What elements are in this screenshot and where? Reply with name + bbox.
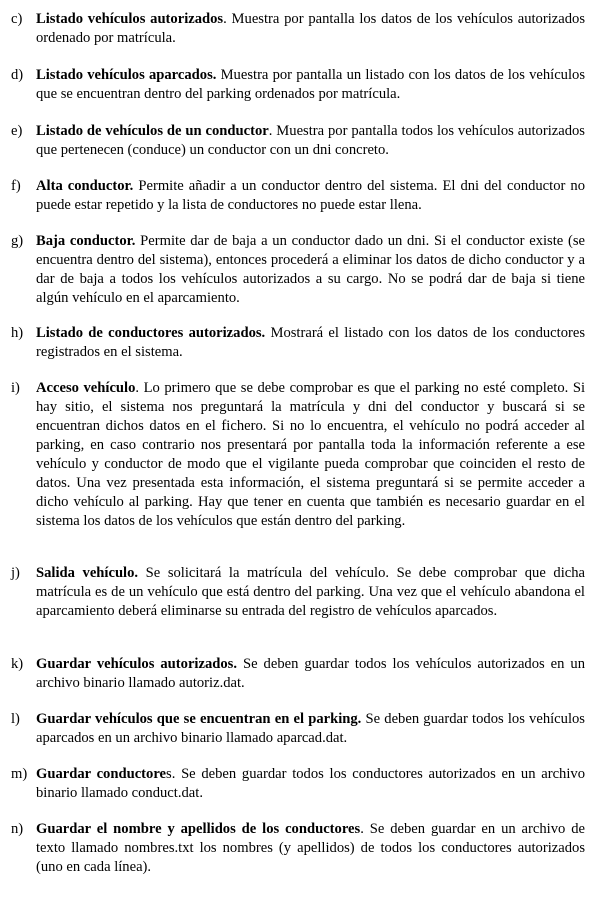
item-text: Mostrará el listado con los datos de los conductores registrados en el sistema. bbox=[36, 325, 586, 360]
item-term: Alta conductor. bbox=[36, 178, 134, 194]
item-text: Permite añadir a un conductor dentro del sistema. El dni del conductor no puede estar repetido y la lista de conductores no puede estar llena. bbox=[36, 178, 585, 213]
item-text: Se deben guardar todos los vehículos aparcados en un archivo binario llamado aparcad.dat. bbox=[36, 711, 585, 746]
item-text: . Muestra por pantalla los datos de los vehículos autorizados ordenado por matrícula. bbox=[36, 11, 586, 46]
item-term: Listado vehículos aparcados. bbox=[36, 67, 217, 83]
list-item bbox=[11, 232, 585, 308]
item-text: . Se deben guardar en un archivo de texto llamado nombres.txt los nombres (y apellidos) de todos los conductores autorizados (uno en cada línea). bbox=[36, 821, 585, 875]
list-item bbox=[11, 655, 585, 693]
item-body bbox=[36, 655, 585, 693]
item-term: Guardar conductore bbox=[36, 766, 167, 782]
list-item bbox=[11, 122, 585, 160]
item-text: Permite dar de baja a un conductor dado un dni. Si el conductor existe (se encuentra dentro del sistema), entonces procederá a eliminar los datos de dicho conductor y a dar de baja a todos los vehículos autorizados a su cargo. No se podrá dar de baja si tiene algún vehículo en el aparcamiento. bbox=[36, 233, 585, 306]
item-body bbox=[36, 710, 585, 748]
item-term: Salida vehículo. bbox=[36, 565, 139, 581]
item-body bbox=[36, 564, 585, 621]
item-marker: c) bbox=[11, 11, 23, 27]
item-marker: l) bbox=[11, 711, 20, 727]
item-term: Baja conductor. bbox=[36, 233, 136, 249]
item-body bbox=[36, 820, 585, 877]
item-body bbox=[36, 324, 585, 362]
item-marker: i) bbox=[11, 380, 20, 396]
list-item bbox=[11, 765, 585, 803]
item-term: Guardar vehículos que se encuentran en el parking. bbox=[36, 711, 362, 727]
list-item bbox=[11, 177, 585, 215]
item-term: Acceso vehículo bbox=[36, 380, 136, 396]
list-item bbox=[11, 710, 585, 748]
item-text: s. Se deben guardar todos los conductores autorizados en un archivo binario llamado conduct.dat. bbox=[36, 766, 585, 801]
item-marker: d) bbox=[11, 67, 24, 83]
item-term: Listado vehículos autorizados bbox=[36, 11, 224, 27]
item-body bbox=[36, 66, 585, 104]
item-text: Se deben guardar todos los vehículos autorizados en un archivo binario llamado autoriz.dat. bbox=[36, 656, 586, 691]
list-item bbox=[11, 820, 585, 877]
item-body bbox=[36, 232, 585, 308]
item-body bbox=[36, 379, 585, 531]
list-item bbox=[11, 324, 585, 362]
item-body bbox=[36, 177, 585, 215]
list-item bbox=[11, 66, 585, 104]
list-item bbox=[11, 379, 585, 531]
item-body bbox=[36, 122, 585, 160]
item-marker: h) bbox=[11, 325, 24, 341]
item-marker: f) bbox=[11, 178, 21, 194]
item-text: Muestra por pantalla un listado con los datos de los vehículos que se encuentran dentro del parking ordenados por matrícula. bbox=[36, 67, 585, 102]
item-term: Guardar vehículos autorizados. bbox=[36, 656, 238, 672]
list-item bbox=[11, 10, 585, 48]
item-term: Listado de conductores autorizados. bbox=[36, 325, 266, 341]
item-marker: m) bbox=[11, 766, 28, 782]
item-marker: g) bbox=[11, 233, 24, 249]
item-marker: j) bbox=[11, 565, 20, 581]
item-text: . Lo primero que se debe comprobar es que el parking no esté completo. Si hay sitio, el sistema nos preguntará la matrícula y dni del conductor y buscará si se encuentran dichos datos en el fichero. Si no lo encuentra, el vehículo no podrá acceder al parking, en caso contrario nos presentará por pantalla toda la información referente a ese vehículo y conductor de modo que el vigilante pueda comprobar que coinciden el resto de datos. Una vez presentada esta información, el sistema preguntará si se permite acceder a dicho vehículo al parking. Hay que tener en cuenta que también es necesario guardar en el sistema los datos de los vehículos que están dentro del parking. bbox=[36, 380, 585, 529]
item-marker: n) bbox=[11, 821, 24, 837]
item-marker: k) bbox=[11, 656, 24, 672]
list-item bbox=[11, 564, 585, 621]
item-marker: e) bbox=[11, 123, 23, 139]
item-term: Listado de vehículos de un conductor bbox=[36, 123, 269, 139]
item-text: Se solicitará la matrícula del vehículo. Se debe comprobar que dicha matrícula es de un vehículo que está dentro del parking. Una vez que el vehículo abandona el aparcamiento deberá eliminarse su entrada del registro de vehículos aparcados. bbox=[36, 565, 585, 619]
item-text: . Muestra por pantalla todos los vehículos autorizados que pertenecen (conduce) un conductor con un dni concreto. bbox=[36, 123, 585, 158]
item-body bbox=[36, 765, 585, 803]
item-body bbox=[36, 10, 585, 48]
item-term: Guardar el nombre y apellidos de los conductores bbox=[36, 821, 361, 837]
